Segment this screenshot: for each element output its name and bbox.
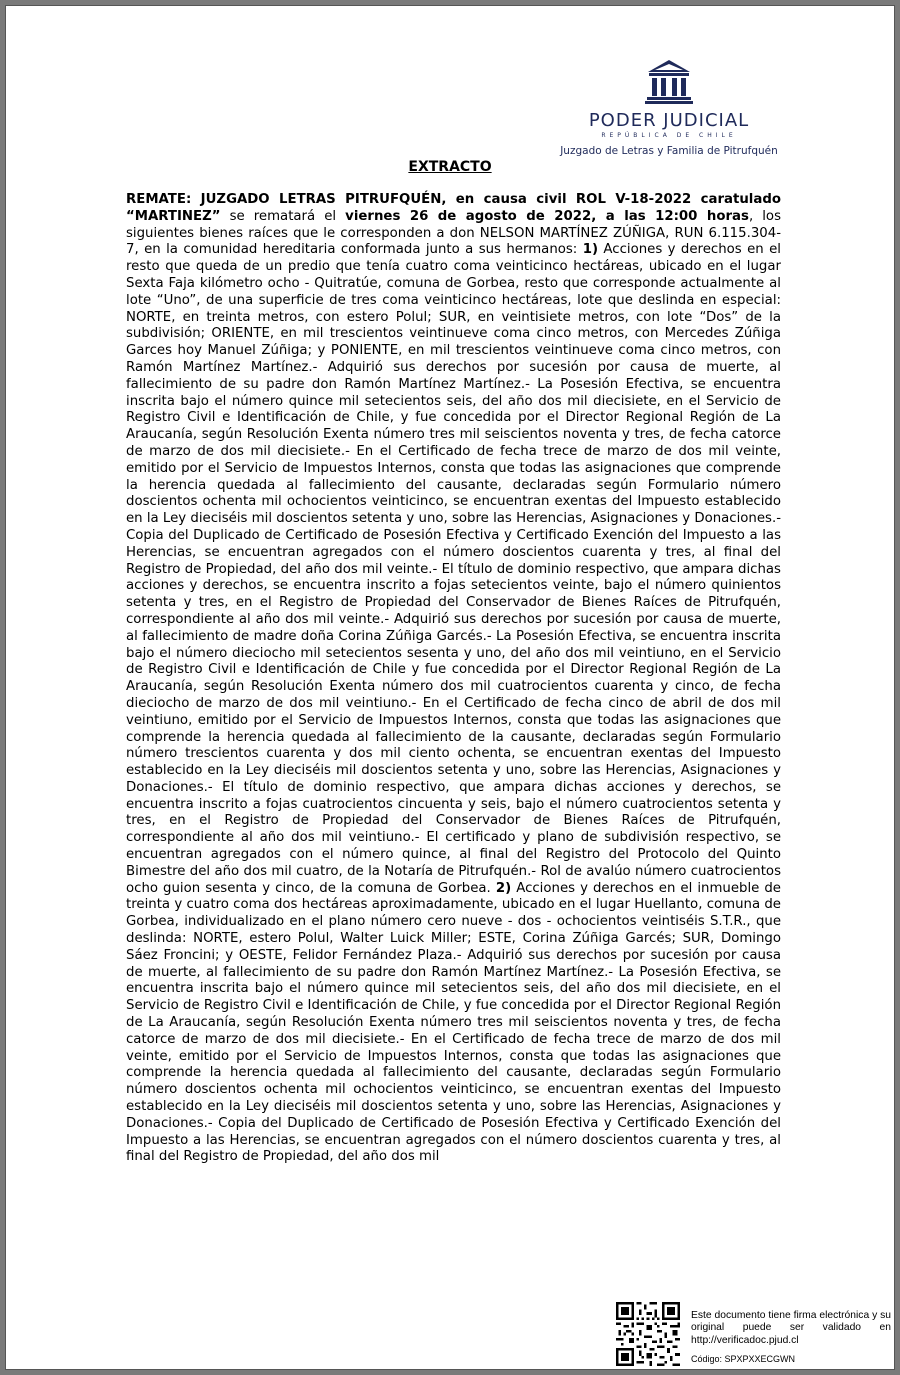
- body-text-2: , los siguientes bienes raíces que le corresponden a don NELSON MARTÍNEZ ZÚÑIGA, RUN 6.115.304-7, en la comunidad hereditaria conformada junto a sus hermanos:: [126, 208, 781, 258]
- body-text-4: Acciones y derechos en el inmueble de treinta y cuatro coma dos hectáreas aproximadamente, ubicado en el lugar Huellanto, comuna de Gorbea, individualizado en el plano número cero nueve - dos - ochocientos veintiséis S.T.R., que deslinda: NORTE, estero Polul, Walter Luick Miller; ESTE, Corina Zúñiga Garcés; SUR, Domingo Sáez Froncini; y OESTE, Felidor Fernández Plaza.- Adquirió sus derechos por sucesión por causa de muerte, al fallecimiento de su padre don Ramón Martínez Martínez.- La Posesión Efectiva, se encuentra inscrita bajo el número quince mil setecientos seis, del año dos mil diecisiete, en el Servicio de Registro Civil e Identificación de Chile, y fue concedida por el Director Regional Región de La Araucanía, según Resolución Exenta número tres mil seiscientos noventa y tres, de fecha catorce de marzo de dos mil diecisiete.- En el Certificado de fecha trece de marzo de dos mil veinte, emitido por el Servicio de Impuestos Internos, consta que todas las asignaciones que comprende la herencia quedada al fallecimiento del causante, declaradas según Formulario número doscientos ochenta mil ochocientos veinticinco, se encuentran exentas del Impuesto establecido en la Ley dieciséis mil doscientos setenta y uno, sobre las Herencias, Asignaciones y Donaciones.- Copia del Duplicado de Certificado de Posesión Efectiva y Certificado Exención del Impuesto a las Herencias, se encuentran agregados con el número doscientos cuarenta y tres, al final del Registro de Propiedad, del año dos mil: [126, 880, 781, 1165]
- court-name: Juzgado de Letras y Familia de Pitrufquén: [560, 145, 778, 157]
- verification-code: Código: SPXPXXECGWN: [691, 1354, 796, 1364]
- body-text-1: se rematará el: [220, 208, 346, 224]
- item-1-marker: 1): [582, 242, 599, 258]
- signature-footer: [616, 1302, 892, 1366]
- document-page: [5, 5, 895, 1370]
- lead-bold-text: REMATE: JUZGADO LETRAS PITRUFQUÉN, en causa civil ROL V-18-2022 caratulado “MARTINEZ”: [126, 192, 781, 224]
- document-body: [126, 192, 781, 1166]
- logo-title: PODER JUDICIAL: [588, 110, 750, 131]
- poder-judicial-logo: [554, 58, 784, 157]
- body-text-3: Acciones y derechos en el resto que queda de un predio que tenía cuatro coma veinticinco hectáreas, ubicado en el lugar Sexta Faja kilómetro ocho - Quitratúe, comuna de Gorbea, resto que corresponde actualmente al lote “Uno”, de una superficie de tres coma veinticinco hectáreas, lote que deslinda en especial: NORTE, en treinta metros, con estero Polul; SUR, en veintisiete metros, con lote “Dos” de la subdivisión; ORIENTE, en mil trescientos veintinueve coma cinco metros, con Mercedes Zúñiga Garces hoy Manuel Zúñiga; y PONIENTE, en mil trescientos veintinueve coma cinco metros, con Ramón Martínez Martínez.- Adquirió sus derechos por sucesión por causa de muerte, al fallecimiento de su padre don Ramón Martínez Martínez.- La Posesión Efectiva, se encuentra inscrita bajo el número quince mil setecientos seis, del año dos mil diecisiete, en el Servicio de Registro Civil e Identificación de Chile, y fue concedida por el Director Regional Región de La Araucanía, según Resolución Exenta número tres mil seiscientos noventa y tres, de fecha catorce de marzo de dos mil diecisiete.- En el Certificado de fecha trece de marzo de dos mil veinte, emitido por el Servicio de Impuestos Internos, consta que todas las asignaciones que comprende la herencia quedada al fallecimiento del causante, declaradas según Formulario número doscientos ochenta mil ochocientos veinticinco, se encuentran exentas del Impuesto establecido en la Ley dieciséis mil doscientos setenta y uno, sobre las Herencias, Asignaciones y Donaciones.- Copia del Duplicado de Certificado de Posesión Efectiva y Certificado Exención del Impuesto a las Herencias, se encuentran agregados con el número doscientos cuarenta y tres, al final del Registro de Propiedad, del año dos mil veinte.- El título de dominio respectivo, que ampara dichas acciones y derechos, se encuentra inscrito a fojas setecientos veinte, bajo el número quinientos setenta y tres, en el Registro de Propiedad del Conservador de Bienes Raíces de Pitrufquén, correspondiente al año dos mil veinte.- Adquirió sus derechos por sucesión por causa de muerte, al fallecimiento de madre doña Corina Zúñiga Garcés.- La Posesión Efectiva, se encuentra inscrita bajo el número dieciocho mil setecientos sesenta y uno, del año dos mil veintiuno, en el Servicio de Registro Civil e Identificación de Chile y fue concedida por el Director Regional Región de La Araucanía, según Resolución Exenta número dos mil cuatrocientos cuarenta y cinco, de fecha dieciocho de marzo de dos mil veintiuno.- En el Certificado de fecha cinco de abril de dos mil veintiuno, emitido por el Servicio de Impuestos Internos, consta que todas las asignaciones que comprende la herencia quedada al fallecimiento de la causante, declaradas según Formulario número trescientos cuarenta y dos mil ciento ochenta, se encuentran exentas del Impuesto establecido en la Ley dieciséis mil doscientos setenta y uno, sobre las Herencias, Asignaciones y Donaciones.- El título de dominio respectivo, que ampara dichas acciones y derechos, se encuentra inscrito a fojas cuatrocientos cincuenta y seis, bajo el número cuatrocientos setenta y tres, en el Registro de Propiedad del Conservador de Bienes Raíces de Pitrufquén, correspondiente al año dos mil veintiuno.- El certificado y plano de subdivisión respectivo, se encuentran agregados con el número quince, al final del Registro del Protocolo del Quinto Bimestre del año dos mil cuatro, de la Notaría de Pitrufquén.- Rol de avalúo número cuatrocientos ocho guion sesenta y cinco, de la comuna de Gorbea.: [126, 242, 781, 896]
- qr-code-icon[interactable]: [616, 1302, 680, 1366]
- auction-date: viernes 26 de agosto de 2022, a las 12:00 horas: [345, 208, 749, 224]
- courthouse-icon: [644, 58, 694, 104]
- item-2-marker: 2): [495, 880, 512, 896]
- logo-subtitle: REPÚBLICA DE CHILE: [601, 132, 737, 139]
- document-heading: EXTRACTO: [408, 159, 492, 175]
- electronic-signature-note: Este documento tiene firma electrónica y su original puede ser validado en http://verificadoc.pjud.cl: [691, 1310, 891, 1346]
